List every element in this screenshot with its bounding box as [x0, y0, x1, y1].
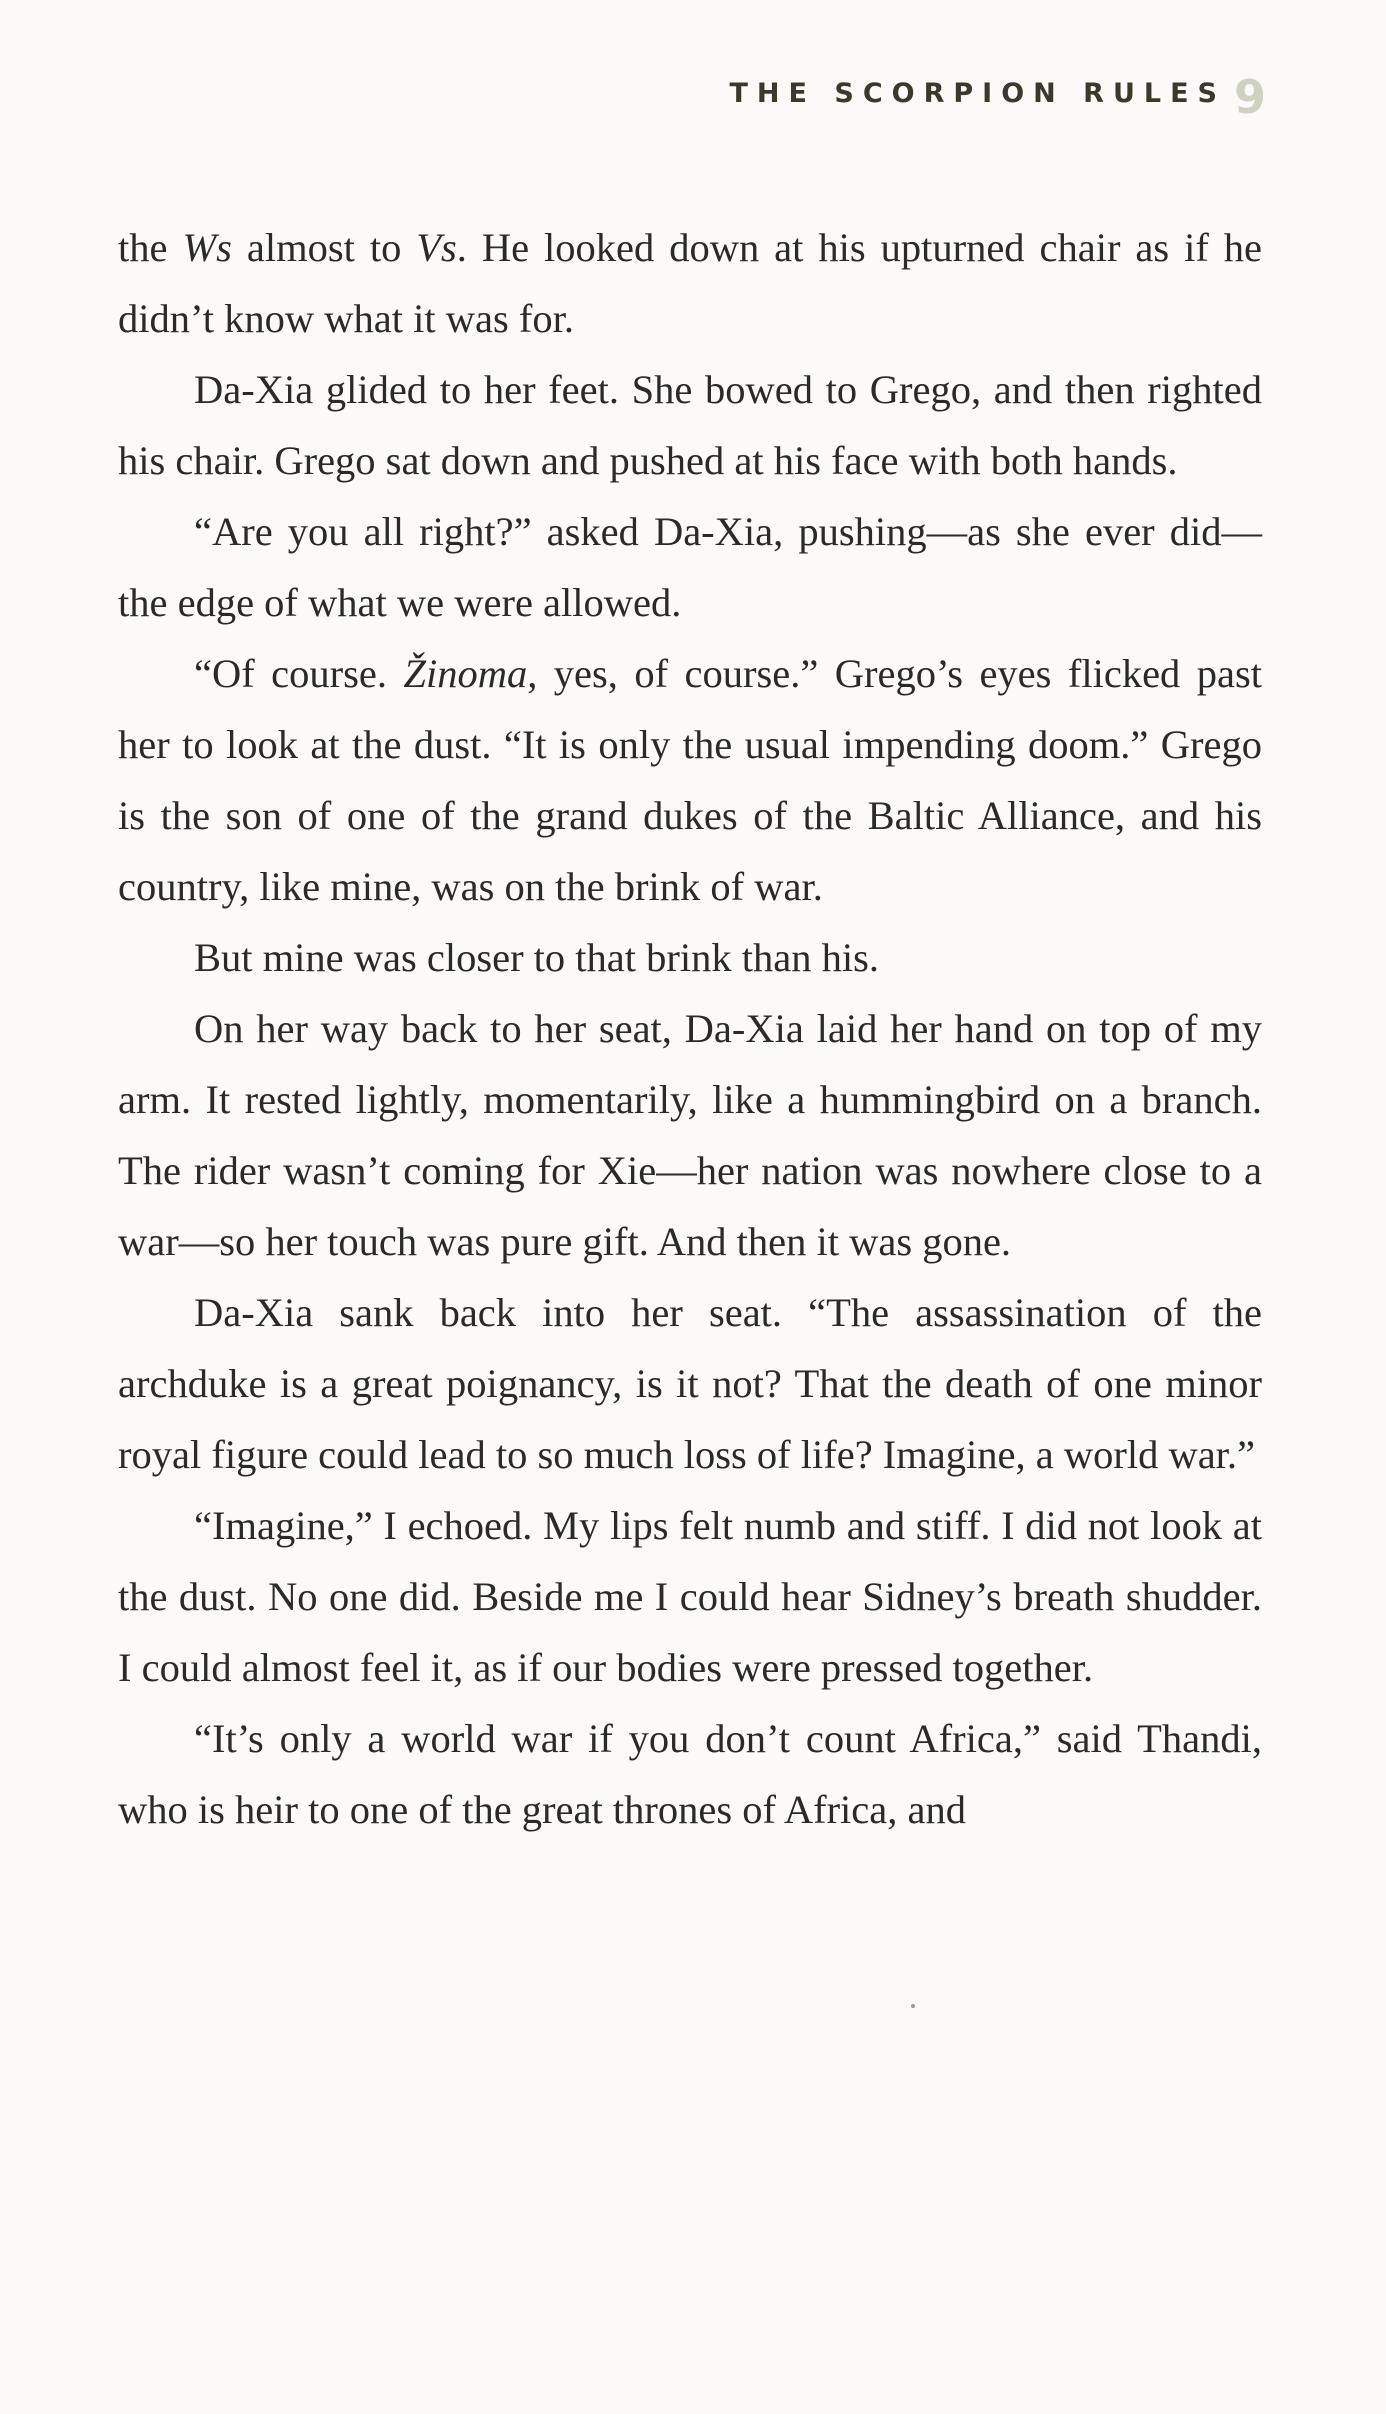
paragraph: Da-Xia glided to her feet. She bowed to Grego, and then righted his chair. Grego sat down and pushed at his face with both hands.	[118, 367, 1262, 483]
paragraph: “Are you all right?” asked Da-Xia, pushing—as she ever did—the edge of what we were allowed.	[118, 509, 1262, 625]
body-text	[118, 212, 1262, 1845]
paragraph: On her way back to her seat, Da-Xia laid her hand on top of my arm. It rested lightly, momentarily, like a hummingbird on a branch. The rider wasn’t coming for Xie—her nation was nowhere close to a war—so her touch was pure gift. And then it was gone.	[118, 1006, 1262, 1264]
page-number: 9	[1233, 70, 1266, 124]
paragraph: the Ws almost to Vs. He looked down at his upturned chair as if he didn’t know what it was for.	[118, 225, 1262, 341]
running-title: THE SCORPION RULES	[729, 78, 1226, 109]
paragraph: “It’s only a world war if you don’t count Africa,” said Thandi, who is heir to one of the great thrones of Africa, and	[118, 1716, 1262, 1832]
paragraph: “Of course. Žinoma, yes, of course.” Grego’s eyes flicked past her to look at the dust. “It is only the usual impending doom.” Grego is the son of one of the grand dukes of the Baltic Alliance, and his country, like mine, was on the brink of war.	[118, 651, 1262, 909]
paragraph: But mine was closer to that brink than his.	[194, 935, 880, 980]
running-head	[729, 70, 1266, 124]
paragraph: Da-Xia sank back into her seat. “The assassination of the archduke is a great poignancy, is it not? That the death of one minor royal figure could lead to so much loss of life? Imagine, a world war.”	[118, 1290, 1262, 1477]
paragraph: “Imagine,” I echoed. My lips felt numb and stiff. I did not look at the dust. No one did. Beside me I could hear Sidney’s breath shudder. I could almost feel it, as if our bodies were pressed together.	[118, 1503, 1262, 1690]
paper-speck	[911, 2004, 915, 2008]
